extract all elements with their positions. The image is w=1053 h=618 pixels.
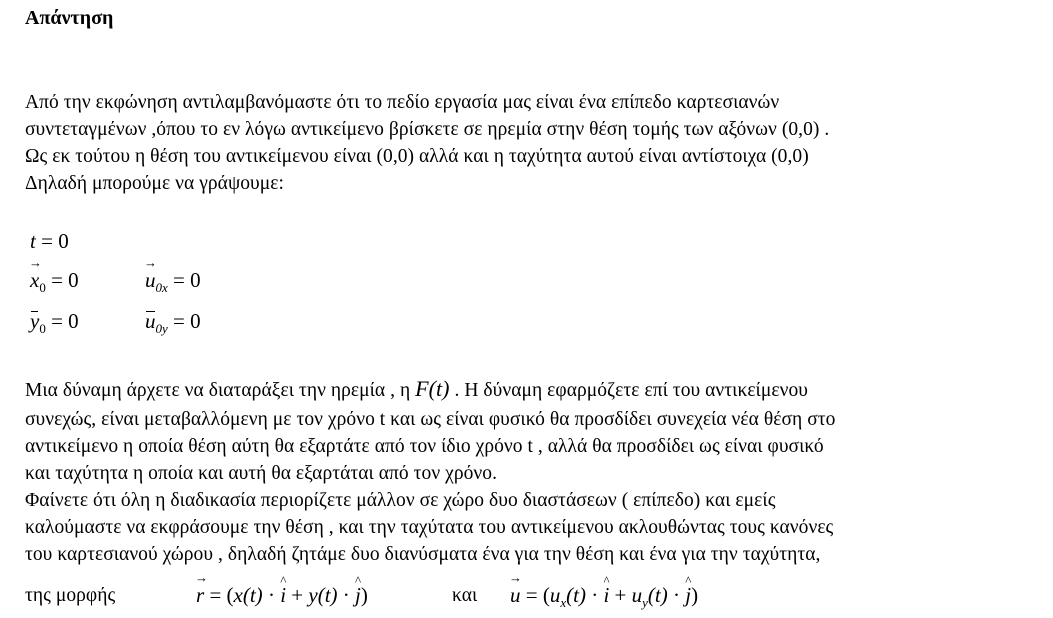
paragraph-3-line-3: του καρτεσιανού χώρου , δηλαδή ζητάμε δυο διανύσματα ένα για την θέση και ένα για την ταχύτητα, <box>25 544 821 565</box>
y-subscript: 0 <box>39 321 46 336</box>
paragraph-2-text-before: Μια δύναμη άρχετε να διαταράξει την ηρεμία , η <box>25 380 416 401</box>
u0x-value: 0 <box>190 268 201 292</box>
t-value: 0 <box>58 229 69 253</box>
paragraph-2-text-after: . Η δύναμη εφαρμόζετε επί του αντικείμενου <box>454 380 808 401</box>
u-subscript-0x: 0x <box>155 280 168 295</box>
y-subscript-final: y <box>642 595 648 610</box>
j-unit-2: ^ j <box>685 583 691 608</box>
equation-x0: → $x_0 = 0$ <box>30 268 79 296</box>
r-vector: → r <box>196 583 204 608</box>
u-vector-y: u <box>145 309 156 333</box>
u-x-of-t: (t) <box>566 583 586 607</box>
paragraph-1-line-2: συντεταγμένων ,όπου το εν λόγω αντικείμενο βρίσκετε σε ηρεμία στην θέση τομής των αξόνων (0,0) . <box>25 119 830 140</box>
paragraph-2-line-1 <box>25 376 808 402</box>
form-label: της μορφής <box>25 585 116 606</box>
u-velocity-vector: → u <box>510 583 521 608</box>
force-function: F(t) <box>415 376 450 401</box>
equation-y0: $y_0 = 0$ <box>30 309 79 336</box>
position-vector-formula: → r = (x(t) · ^ i + y(t) · ^ j) <box>196 583 368 608</box>
u0y-value: 0 <box>190 309 201 333</box>
y0-value: 0 <box>68 309 79 333</box>
u-subscript-0y: 0y <box>155 321 168 336</box>
x-of-t: x(t) <box>233 583 263 607</box>
y-of-t: y(t) <box>308 583 338 607</box>
paragraph-2-line-2: συνεχώς, είναι μεταβαλλόμενη με τον χρόνο t και ως είναι φυσικό θα προσδίδει συνεχεία νέα θέση στο <box>25 409 836 430</box>
paragraph-1-line-3: Ως εκ τούτου η θέση του αντικείμενου είναι (0,0) αλλά και η ταχύτητα αυτού είναι αντίστοιχα (0,0) <box>25 146 809 167</box>
conjunction-and: και <box>452 585 478 606</box>
u-x-component: u <box>549 583 561 607</box>
velocity-vector-formula: → $u = (u_x(t)$ · ^ $i + u_y(t)$ · ^ j) <box>510 583 698 611</box>
equation-t: t = 0 <box>30 229 69 253</box>
paragraph-3-line-2: καλούμαστε να εκφράσουμε την θέση , και την ταχύτατα του αντικείμενου ακλουθώντας τους κανόνες <box>25 517 834 538</box>
x-subscript: 0 <box>39 280 46 295</box>
j-unit: ^ j <box>355 583 361 608</box>
x-vector: → x <box>30 268 39 293</box>
u-vector: → u <box>145 268 156 293</box>
answer-heading: Απάντηση <box>25 7 114 29</box>
paragraph-1-line-1: Από την εκφώνηση αντιλαμβανόμαστε ότι το πεδίο εργασία μας είναι ένα επίπεδο καρτεσιανών <box>25 92 780 113</box>
t-variable: t <box>30 229 36 253</box>
x-subscript-final: x <box>560 595 567 610</box>
u-y-component: u <box>631 583 643 607</box>
y-vector: y <box>30 309 40 333</box>
x0-value: 0 <box>68 268 79 292</box>
u-y-of-t: (t) <box>647 583 668 607</box>
i-unit-2: ^ i <box>603 583 609 608</box>
paragraph-2-line-4: και ταχύτητα η οποία και αυτή θα εξαρτάται από τον χρόνο. <box>25 463 498 484</box>
paragraph-2-line-3: αντικείμενο η οποία θέση αύτη θα εξαρτάτε από τον ίδιο χρόνο t , αλλά θα προσδίδει ως είναι φυσικό <box>25 436 824 457</box>
equation-u0y: $u_{0y} = 0$ <box>145 309 201 336</box>
paragraph-3-line-1: Φαίνετε ότι όλη η διαδικασία περιορίζετε μάλλον σε χώρο δυο διαστάσεων ( επίπεδο) και εμείς <box>25 490 776 511</box>
paragraph-1-line-4: Δηλαδή μπορούμε να γράψουμε: <box>25 173 284 194</box>
i-unit: ^ i <box>280 583 286 608</box>
equation-u0x: → $u_{0x} = 0$ <box>145 268 201 296</box>
